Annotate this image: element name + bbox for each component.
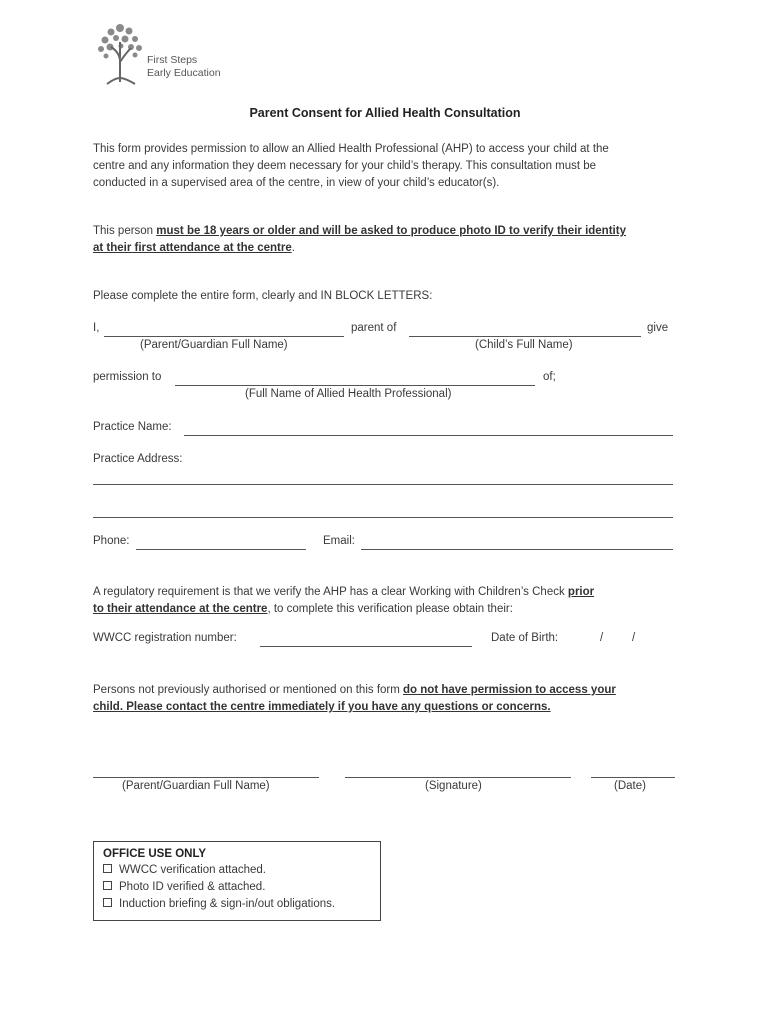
office-item-label: Photo ID verified & attached. — [119, 881, 266, 893]
office-use-heading: OFFICE USE ONLY — [103, 848, 207, 860]
wwcc-paragraph — [93, 584, 683, 618]
email-label: Email: — [323, 535, 355, 547]
practice-name-field[interactable] — [184, 435, 673, 436]
wwcc-bold-2: to their attendance at the centre — [93, 603, 268, 615]
dob-slash-2: / — [632, 632, 636, 644]
wwcc-prefix: A regulatory requirement is that we verify the AHP has a clear Working with Children’s Check — [93, 586, 568, 598]
office-item-label: WWCC verification attached. — [119, 864, 266, 876]
wwcc-reg-field[interactable] — [260, 646, 472, 647]
warning-prefix: Persons not previously authorised or mentioned on this form — [93, 684, 404, 696]
office-item-wwcc[interactable] — [103, 864, 266, 876]
office-item-induction[interactable] — [103, 898, 335, 910]
ahp-name-field[interactable] — [175, 385, 535, 386]
of-label: of; — [543, 371, 556, 383]
checkbox-icon[interactable] — [103, 864, 112, 873]
id-notice-suffix: . — [291, 242, 295, 254]
id-notice-prefix: This person — [93, 225, 157, 237]
intro-line-1: This form provides permission to allow an Allied Health Professional (AHP) to access your child at the — [93, 143, 609, 155]
wwcc-bold-1: prior — [567, 586, 595, 598]
parent-name-caption: (Parent/Guardian Full Name) — [140, 339, 288, 351]
intro-line-3: conducted in a supervised area of the centre, in view of your child’s educator(s). — [93, 177, 500, 189]
child-name-caption: (Child’s Full Name) — [475, 339, 573, 351]
logo — [95, 18, 245, 90]
form-title: Parent Consent for Allied Health Consultation — [249, 106, 521, 120]
checkbox-icon[interactable] — [103, 898, 112, 907]
practice-address-line-2[interactable] — [93, 517, 673, 518]
dob-label: Date of Birth: — [491, 632, 559, 644]
id-notice-bold-1: must be 18 years or older and will be asked to produce photo ID to verify their identity — [156, 225, 626, 237]
office-use-box — [93, 841, 381, 921]
practice-name-label: Practice Name: — [93, 421, 172, 433]
practice-address-label: Practice Address: — [93, 453, 183, 465]
date-caption: (Date) — [614, 780, 646, 792]
phone-label: Phone: — [93, 535, 130, 547]
office-item-photo-id[interactable] — [103, 881, 265, 893]
signature-caption: (Signature) — [425, 780, 482, 792]
i-label: I, — [93, 322, 100, 334]
dob-slash-1: / — [600, 632, 604, 644]
wwcc-suffix: , to complete this verification please obtain their: — [267, 603, 513, 615]
practice-address-line-1[interactable] — [93, 484, 673, 485]
logo-line-2: Early Education — [147, 67, 221, 79]
signature-field[interactable] — [345, 777, 571, 778]
permission-to-label: permission to — [93, 371, 162, 383]
intro-paragraph — [93, 141, 683, 192]
email-field[interactable] — [361, 549, 673, 550]
warning-paragraph — [93, 682, 683, 716]
signature-date-field[interactable] — [591, 777, 675, 778]
phone-field[interactable] — [136, 549, 306, 550]
tree-logo-icon — [95, 18, 145, 88]
wwcc-reg-label: WWCC registration number: — [93, 632, 237, 644]
give-label: give — [647, 322, 669, 334]
intro-line-2: centre and any information they deem necessary for your child’s therapy. This consultation must be — [93, 160, 597, 172]
parent-name-field[interactable] — [104, 336, 344, 337]
child-name-field[interactable] — [409, 336, 641, 337]
office-item-label: Induction briefing & sign-in/out obligations. — [119, 898, 336, 910]
warning-bold-2: child. Please contact the centre immediately if you have any questions or concerns. — [93, 701, 551, 713]
logo-line-1: First Steps — [147, 54, 198, 66]
parent-of-label: parent of — [351, 322, 397, 334]
id-notice — [93, 223, 683, 257]
signature-parent-caption: (Parent/Guardian Full Name) — [122, 780, 270, 792]
id-notice-bold-2: at their first attendance at the centre — [93, 242, 292, 254]
instructions: Please complete the entire form, clearly and IN BLOCK LETTERS: — [93, 290, 433, 302]
warning-bold-1: do not have permission to access your — [403, 684, 616, 696]
checkbox-icon[interactable] — [103, 881, 112, 890]
ahp-name-caption: (Full Name of Allied Health Professional) — [245, 388, 452, 400]
signature-parent-name-field[interactable] — [93, 777, 319, 778]
